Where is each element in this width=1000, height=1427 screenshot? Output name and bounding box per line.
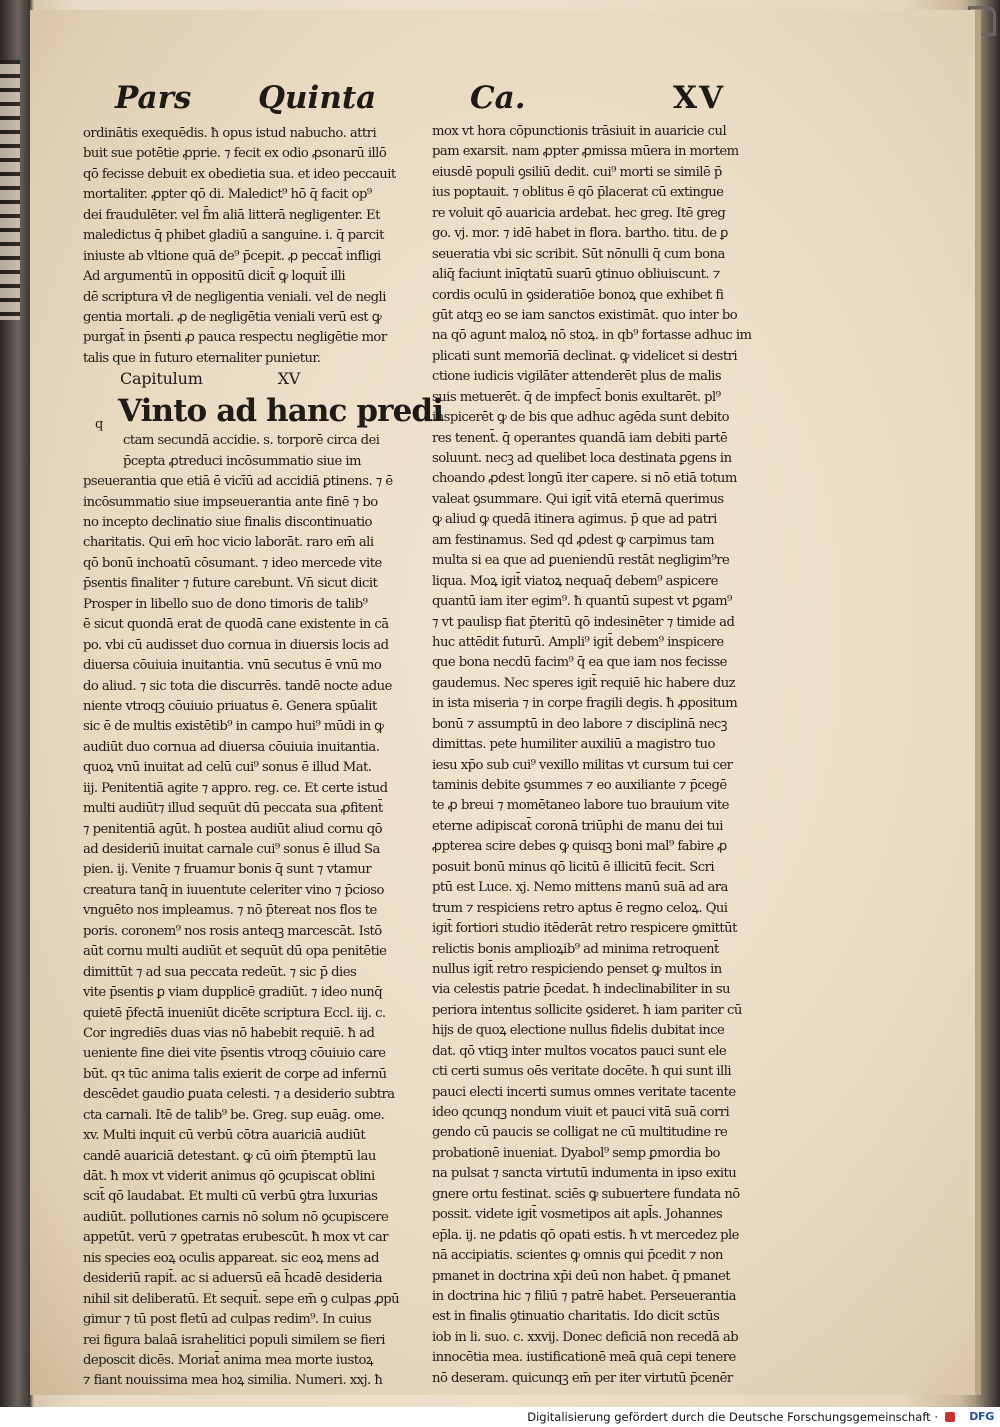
text-line: na pulsat ⁊ sancta virtutū indumenta in ipso exitu xyxy=(432,1166,737,1182)
facing-page-fragment xyxy=(0,60,20,320)
chapter-incipit: Vinto ad hanc predi xyxy=(118,393,444,430)
text-line: ep̄la. ij. ne ꝑdatis qō opati estis. ħ vt mercedez ple xyxy=(432,1227,739,1243)
text-line: dē scriptura vł̄ de negligentia veniali. vel de negli xyxy=(83,289,386,305)
text-line: ꝓpterea scire debes ꝙ quisqꝫ boni mal⁹ fabire ꝓ xyxy=(432,839,727,855)
text-line: qō bonū inchoatū cōsumant. ⁊ ideo mercede vite xyxy=(83,555,382,571)
text-line: liqua. Moꝝ igit̄ viatoꝝ nequaq̄ debem⁹ aspicere xyxy=(432,573,718,589)
text-line: qō fecisse debuit ex obedietia sua. et ideo peccauit xyxy=(83,166,396,182)
text-line: buit sue potētie ꝓprie. ⁊ fecit ex odio ꝓsonarū illō xyxy=(83,146,387,162)
digitization-footer xyxy=(0,1407,1000,1427)
text-line: Cor ingrediēs duas vias nō habebit requiē. ħ ad xyxy=(83,1025,375,1041)
running-head-pars: Pars xyxy=(115,80,192,116)
text-line: appetūt. verū ⁊ ꝯpetratas erubescūt. ħ mox vt car xyxy=(83,1230,389,1246)
text-line: ctam secundā accidie. s. torporē circa dei xyxy=(123,433,380,449)
chapter-label: Capitulum xyxy=(120,369,203,389)
text-line: maledictus q̄ phibet gladiū a sanguine. i. q̄ parcit xyxy=(83,228,384,244)
text-line: vite p̄sentis ꝑ viam dupplicē gradiūt. ⁊ ideo nunq̄ xyxy=(83,985,383,1001)
text-line: aūt cornu multi audiūt et sequūt dū opa penitētie xyxy=(83,944,387,960)
text-line: mox vt hora cōpunctionis trāsiuit in auaricie cul xyxy=(432,124,727,139)
text-line: iesu xp̄o sub cui⁹ vexillo militas vt cursum tui cer xyxy=(432,757,733,773)
text-line: probationē inueniat. Dyabol⁹ semp ꝑmordia bo xyxy=(432,1145,720,1161)
text-line: nis species eoꝝ oculis appareat. sic eoꝝ mens ad xyxy=(83,1250,379,1266)
text-line: descēdet gaudio ꝑuata celesti. ⁊ a desiderio subtra xyxy=(83,1087,395,1103)
text-line: Prosper in libello suo de dono timoris de talib⁹ xyxy=(83,596,368,612)
text-line: relictis bonis amplioꝝib⁹ ad minima retroquent̄ xyxy=(432,941,719,957)
text-line: ꝙ aliud ꝙ quedā itinera agimus. p̄ que ad patri xyxy=(432,512,717,528)
text-line: multi audiūt⁊ illud sequūt dū peccata sua ꝓfitent̄ xyxy=(83,801,383,817)
text-line: cti certi sumus oēs veritate docēte. ħ qui sunt illi xyxy=(432,1064,732,1080)
funding-credit: Digitalisierung gefördert durch die Deutsche Forschungsgemeinschaft · xyxy=(527,1410,938,1424)
text-line: cordis oculū in ꝯsideratiōe bonoꝝ que exhibet fi xyxy=(432,287,724,303)
text-line: eiusdē populi ꝯsiliū dedit. cui⁹ morti se similē p̄ xyxy=(432,164,722,180)
text-line: iniuste ab vltione quā de⁹ p̄cepit. ꝓ peccat̄ infligi xyxy=(83,248,381,264)
text-line: niente vtroqꝫ cōuiuio priuatus ē. Genera spūalit xyxy=(83,698,377,714)
text-line: po. vbi cū audisset duo cornua in diuersis locis ad xyxy=(83,637,389,653)
text-line: igit̄ fortiori studio itēderāt retro respicere ꝯmittūt xyxy=(432,921,737,937)
text-line: dat. qō vtiqꝫ inter multos vocatos pauci sunt ele xyxy=(432,1043,727,1059)
left-column-top-paragraphs xyxy=(83,124,413,369)
text-line: trum ⁊ respiciens retro aptus ē regno celoꝝ. Qui xyxy=(432,900,728,916)
text-line: est in finalis ꝯtinuatio charitatis. Ido dicit sctūs xyxy=(432,1309,720,1325)
text-line: gaudemus. Nec speres igit̄ requiē hic habere duz xyxy=(432,675,736,691)
text-line: in doctrina hic ⁊ filiū ⁊ patrē habet. Perseuerantia xyxy=(432,1288,736,1304)
text-line: seueratia vbi sic scribit. Sūt nōnulli q̄ cum bona xyxy=(432,246,725,262)
right-text-column xyxy=(432,122,768,1389)
text-line: ad desideriū inuitat carnale cui⁹ sonus ē illud Sa xyxy=(83,842,380,857)
text-line: ideo qcunqꝫ nondum viuit et pauci vitā suā corri xyxy=(432,1105,730,1120)
text-line: choando ꝓdest longū iter capere. si nō etiā totum xyxy=(432,471,737,487)
text-line: iob in li. suo. c. xxvij. Donec deficiā non recedā ab xyxy=(432,1329,739,1345)
text-line: cta carnali. Itē de talib⁹ be. Greg. sup euāg. ome. xyxy=(83,1107,385,1123)
text-line: ⁊ penitentiā agūt. ħ postea audiūt aliud cornu qō xyxy=(83,821,383,837)
text-line: p̄cepta ꝓtreduci incōsummatio siue im xyxy=(123,453,361,469)
text-line: ueniente fine diei vite p̄sentis vtroqꝫ cōuiuio care xyxy=(83,1046,386,1062)
dfg-logo: DFG xyxy=(969,1410,994,1423)
text-line: nullus igit̄ retro respiciendo penset ꝙ multos in xyxy=(432,961,722,977)
text-line: ptū est Luce. xj. Nemo mittens manū suā ad ara xyxy=(432,880,728,896)
text-line: nihil sit deliberatū. Et sequit̄. sepe em̄ ꝯ culpas ꝓpū xyxy=(83,1291,400,1307)
text-line: dāt. ħ mox vt viderit animus qō ꝯcupiscat oblini xyxy=(83,1169,375,1184)
text-line: gendo cū paucis se colligat ne cū multitudine re xyxy=(432,1125,728,1141)
text-line: gūt atqꝫ eo se iam sanctos existimāt. quo inter bo xyxy=(432,307,738,323)
chapter-number: XV xyxy=(277,369,301,389)
text-line: charitatis. Qui em̄ hoc vicio laborāt. raro em̄ ali xyxy=(83,535,374,551)
text-line: valeat ꝯsummare. Qui igit̄ vitā eternā querimus xyxy=(432,491,724,507)
running-head xyxy=(115,80,745,120)
running-head-ca: Ca. xyxy=(470,80,526,116)
text-line: rei figura balaā israhelitici populi similem se fieri xyxy=(83,1332,385,1348)
text-line: ⁊ vt paulisp fiat p̄teritū qō indesinēter ⁊ timide ad xyxy=(432,614,735,630)
text-line: quantū iam iter egim⁹. ħ quantū supest vt ꝑgam⁹ xyxy=(432,594,732,610)
text-line: plicati sunt memorīā declinat. ꝙ videlicet si destri xyxy=(432,348,738,364)
text-line: res tenent̄. q̄ operantes quandā iam debiti partē xyxy=(432,430,728,446)
left-column-body xyxy=(83,417,413,1392)
text-line: ordinātis exequēdis. ħ opus istud nabucho. attri xyxy=(83,126,377,141)
text-line: am festinamus. Sed qd ꝓdest ꝙ carpimus tam xyxy=(432,532,715,548)
text-line: nā accipiatis. scientes ꝙ omnis qui p̄cedit ⁊ non xyxy=(432,1248,723,1264)
running-head-quinta: Quinta xyxy=(258,80,377,116)
text-line: periora intentus sollicite ꝯsideret. ħ iam pariter cū xyxy=(432,1002,742,1018)
text-line: pam exarsit. nam ꝓpter ꝓmissa mūera in mortem xyxy=(432,144,739,160)
text-line: aliq̄ faciunt inīqtatū suarū ꝯtinuo obliuiscunt. ⁊ xyxy=(432,267,720,283)
text-line: scit̄ qō laudabat. Et multi cū verbū ꝯtra luxurias xyxy=(83,1189,378,1205)
text-line: audiūt. pollutiones carnis nō solum nō ꝯcupiscere xyxy=(83,1209,389,1225)
text-line: possit. videte igit̄ vosmetipos ait apl̄s. Johannes xyxy=(432,1207,723,1223)
right-column-lines xyxy=(432,122,768,1389)
text-line: audiūt duo cornua ad diuersa cōuiuia inuitantia. xyxy=(83,739,380,755)
text-line: quoꝝ vnū inuitat ad celū cui⁹ sonus ē illud Mat. xyxy=(83,760,372,776)
text-line: poris. coronem⁹ nos rosis anteqꝫ marcescāt. Istō xyxy=(83,923,382,939)
text-line: taminis debite ꝯsummes ⁊ eo auxiliante ⁊ p̄cegē xyxy=(432,778,727,793)
text-line: pauci electi incerti sumus omnes veritate tacente xyxy=(432,1084,736,1100)
dfg-logo-mark xyxy=(945,1412,955,1422)
text-line: inspicerēt ꝙ de bis que adhuc agēda sunt debito xyxy=(432,410,730,426)
text-line: xv. Multi inquit cū verbū cōtra auariciā audiūt xyxy=(83,1128,366,1144)
text-line: būt. qꝛ tūc anima talis exierit de corpe ad infernū xyxy=(83,1066,387,1082)
text-line: iij. Penitentiā agite ⁊ appro. reg. ce. Et certe istud xyxy=(83,780,388,796)
text-line: deposcit dicēs. Moriat̄ anima mea morte iustoꝝ xyxy=(83,1352,373,1368)
text-line: soluunt. necꝫ ad quelibet loca destinata ꝑgens in xyxy=(432,451,732,466)
guide-letter: q xyxy=(95,417,104,433)
text-line: ⁊ fiant nouissima mea hoꝝ similia. Numeri. xxj. ħ xyxy=(83,1373,383,1389)
text-line: talis que in futuro eternaliter punietur. xyxy=(83,350,321,366)
text-line: suis metuerēt. q̄ de impfect̄ bonis exultarēt. pl⁹ xyxy=(432,389,721,405)
text-line: gentia mortali. ꝓ de negligētia veniali verū est ꝙ xyxy=(83,309,382,325)
text-line: mortaliter. ꝓpter qō di. Maledict⁹ hō q̄ facit op⁹ xyxy=(83,187,372,203)
text-line: hijs de quoꝝ electione nullus fidelis dubitat ince xyxy=(432,1023,725,1039)
text-line: dei fraudulēter. vel f̄m aliā litterā negligenter. Et xyxy=(83,207,380,223)
text-line: dimittas. pete humiliter auxiliū a magistro tuo xyxy=(432,737,715,753)
left-column-body-lines xyxy=(83,431,413,1392)
text-line: creatura tanq̄ in iuuentute celeriter vino ⁊ p̄cioso xyxy=(83,882,384,898)
text-line: go. vj. mor. ⁊ idē habet in flora. bartho. titu. de ꝑ xyxy=(432,226,728,242)
text-line: no incepto declinatio siue finalis discontinuatio xyxy=(83,515,372,530)
text-line: pseuerantia que etiā ē vicīū ad accidiā ꝑtinens. ⁊ ē xyxy=(83,474,393,490)
left-text-column xyxy=(83,124,444,1392)
text-line: candē auariciā detestant. ꝙ cū oim̄ p̄temptū lau xyxy=(83,1148,376,1164)
text-line: que bona necdū facim⁹ q̄ ea que iam nos fecisse xyxy=(432,655,727,671)
folio-number: XV xyxy=(673,80,726,116)
text-line: huc attēdit futurū. Ampli⁹ igit̄ debem⁹ inspicere xyxy=(432,634,724,650)
text-line: in ista miseria ⁊ in corpe fragili degis. ħ ꝓpositum xyxy=(432,696,738,712)
text-line: ē sicut quondā erat de quodā cane existente in cā xyxy=(83,617,389,633)
text-line: diuersa cōuiuia inuitantia. vnū secutus ē vnū mo xyxy=(83,658,382,674)
text-line: quietē p̄fectā inueniūt dicēte scriptura Eccl. iij. c. xyxy=(83,1005,386,1021)
text-line: sic ē de multis existētib⁹ in campo hui⁹ mūdi in ꝙ xyxy=(83,719,384,735)
text-line: via celestis patrie p̄cedat. ħ indeclinabiliter in su xyxy=(432,982,730,998)
text-line: purgat̄ in p̄senti ꝓ pauca respectu negligētie mor xyxy=(83,330,387,346)
text-line: na qō agunt maloꝝ nō stoꝝ. in qb⁹ fortasse adhuc im xyxy=(432,328,752,344)
text-line: re voluit qō auaricia ardebat. hec greg. Itē greg xyxy=(432,205,726,221)
text-line: desideriū rapit̄. ac si aduersū eā h̄cadē desideria xyxy=(83,1271,383,1287)
text-line: eterne adipiscat̄ coronā triūphi de manu dei tui xyxy=(432,818,723,834)
text-line: p̄sentis finaliter ⁊ future carebunt. Vn̄ sicut dicit xyxy=(83,576,378,592)
text-line: gnere ortu festinat. sciēs ꝙ subuertere fundata nō xyxy=(432,1186,740,1202)
text-line: nō deseram. quicunqꝫ em̄ per iter virtutū p̄cenēr xyxy=(432,1370,733,1386)
text-line: do aliud. ⁊ sic tota die discurrēs. tandē nocte adue xyxy=(83,678,392,694)
chapter-heading xyxy=(83,369,413,391)
text-line: dimittūt ⁊ ad sua peccata redeūt. ⁊ sic p̄ dies xyxy=(83,964,357,980)
text-line: gimur ⁊ tū post fletū ad culpas redim⁹. In cuius xyxy=(83,1312,372,1328)
text-line: pmanet in doctrina xp̄i deū non habet. q̄ pmanet xyxy=(432,1268,731,1284)
text-line: ius poptauit. ⁊ oblitus ē qō p̄lacerat cū extingue xyxy=(432,185,724,201)
text-line: vnguēto nos impleamus. ⁊ nō p̄tereat nos flos te xyxy=(83,903,377,919)
text-line: ctione iudicis vigilāter attenderēt plus de malis xyxy=(432,369,722,385)
text-line: innocētia mea. iustificationē meā quā cepi tenere xyxy=(432,1350,736,1366)
text-line: incōsummatio siue impseuerantia ante finē ⁊ bo xyxy=(83,494,378,510)
text-line: te ꝓ breui ⁊ momētaneo labore tuo brauium vite xyxy=(432,798,729,814)
text-line: pien. ij. Venite ⁊ fruamur bonis q̄ sunt ⁊ vtamur xyxy=(83,862,372,878)
text-line: Ad argumentū in oppositū dicit̄ ꝙ loquit̄ illi xyxy=(83,269,346,285)
text-line: posuit bonū minus qō licitū ē illicitū fecit. Scri xyxy=(432,859,715,875)
text-line: bonū ⁊ assumptū in deo labore ⁊ disciplinā necꝫ xyxy=(432,716,727,732)
text-line: multa si ea que ad ꝑueniendū restāt negligim⁹re xyxy=(432,553,730,569)
